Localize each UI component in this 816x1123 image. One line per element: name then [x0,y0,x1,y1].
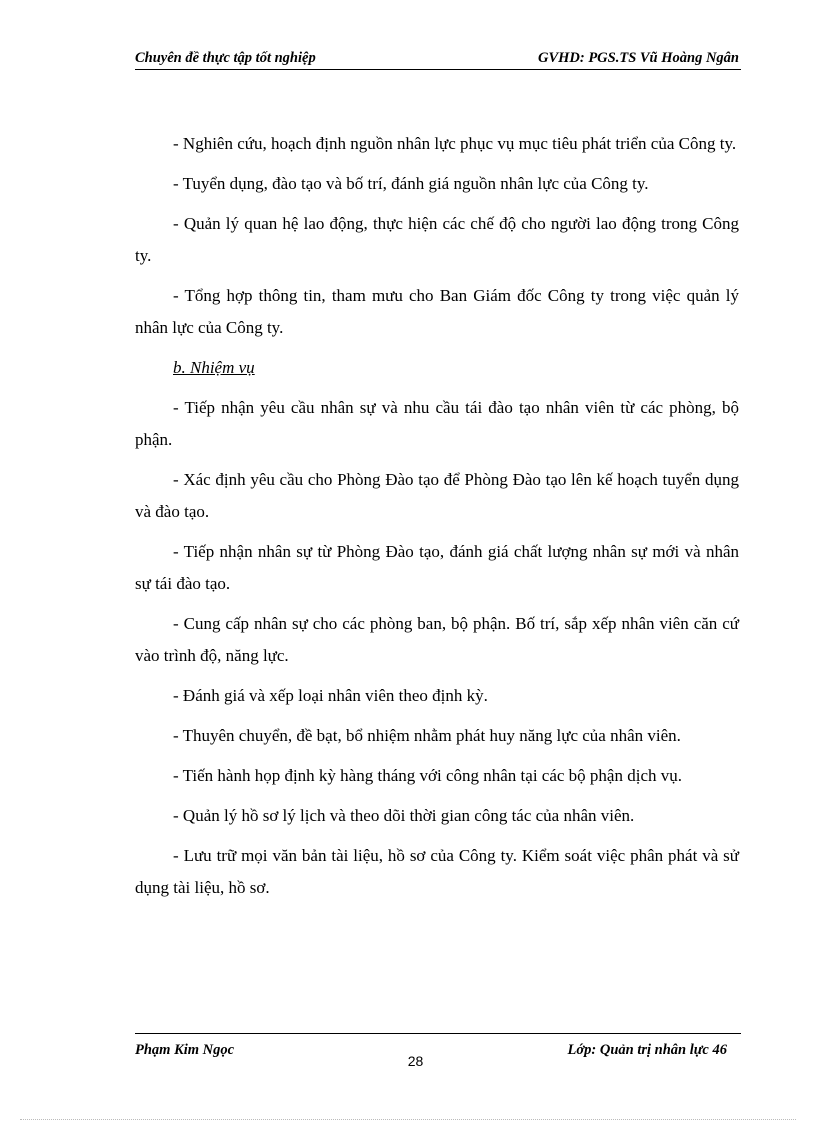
footer-author: Phạm Kim Ngọc [135,1042,235,1058]
paragraph-11: - Tiến hành họp định kỳ hàng tháng với công nhân tại các bộ phận dịch vụ. [173,766,682,785]
paragraph-3: - Quản lý quan hệ lao động, thực hiện các chế độ cho người lao động trong Công ty. [135,214,739,265]
document-body [135,128,739,912]
footer-class: Lớp: Quản trị nhân lực 46 [567,1042,727,1058]
paragraph-6: - Xác định yêu cầu cho Phòng Đào tạo để Phòng Đào tạo lên kế hoạch tuyển dụng và đào tạo. [135,470,739,521]
paragraph-8: - Cung cấp nhân sự cho các phòng ban, bộ phận. Bố trí, sắp xếp nhân viên căn cứ vào trình độ, năng lực. [135,614,739,665]
header-advisor: GVHD: PGS.TS Vũ Hoàng Ngân [537,50,739,66]
paragraph-7: - Tiếp nhận nhân sự từ Phòng Đào tạo, đánh giá chất lượng nhân sự mới và nhân sự tái đào tạo. [135,542,739,593]
page-bottom-border [20,1119,796,1120]
paragraph-5: - Tiếp nhận yêu cầu nhân sự và nhu cầu tái đào tạo nhân viên từ các phòng, bộ phận. [135,398,739,449]
page-number: 28 [407,1053,424,1069]
paragraph-9: - Đánh giá và xếp loại nhân viên theo định kỳ. [173,686,488,705]
subheading-text: b. Nhiệm vụ [173,358,255,377]
paragraph-4: - Tổng hợp thông tin, tham mưu cho Ban Giám đốc Công ty trong việc quản lý nhân lực của Công ty. [135,286,739,337]
header-title: Chuyên đề thực tập tốt nghiệp [135,50,316,66]
footer-divider [135,1033,741,1034]
paragraph-12: - Quản lý hồ sơ lý lịch và theo dõi thời gian công tác của nhân viên. [173,806,635,825]
paragraph-2: - Tuyển dụng, đào tạo và bố trí, đánh giá nguồn nhân lực của Công ty. [173,174,649,193]
page-header [135,49,741,70]
paragraph-13: - Lưu trữ mọi văn bản tài liệu, hồ sơ của Công ty. Kiểm soát việc phân phát và sử dụng tài liệu, hồ sơ. [135,846,739,897]
paragraph-1: - Nghiên cứu, hoạch định nguồn nhân lực phục vụ mục tiêu phát triển của Công ty. [173,134,737,153]
paragraph-10: - Thuyên chuyển, đề bạt, bổ nhiệm nhằm phát huy năng lực của nhân viên. [173,726,681,745]
section-subheading [135,352,739,384]
